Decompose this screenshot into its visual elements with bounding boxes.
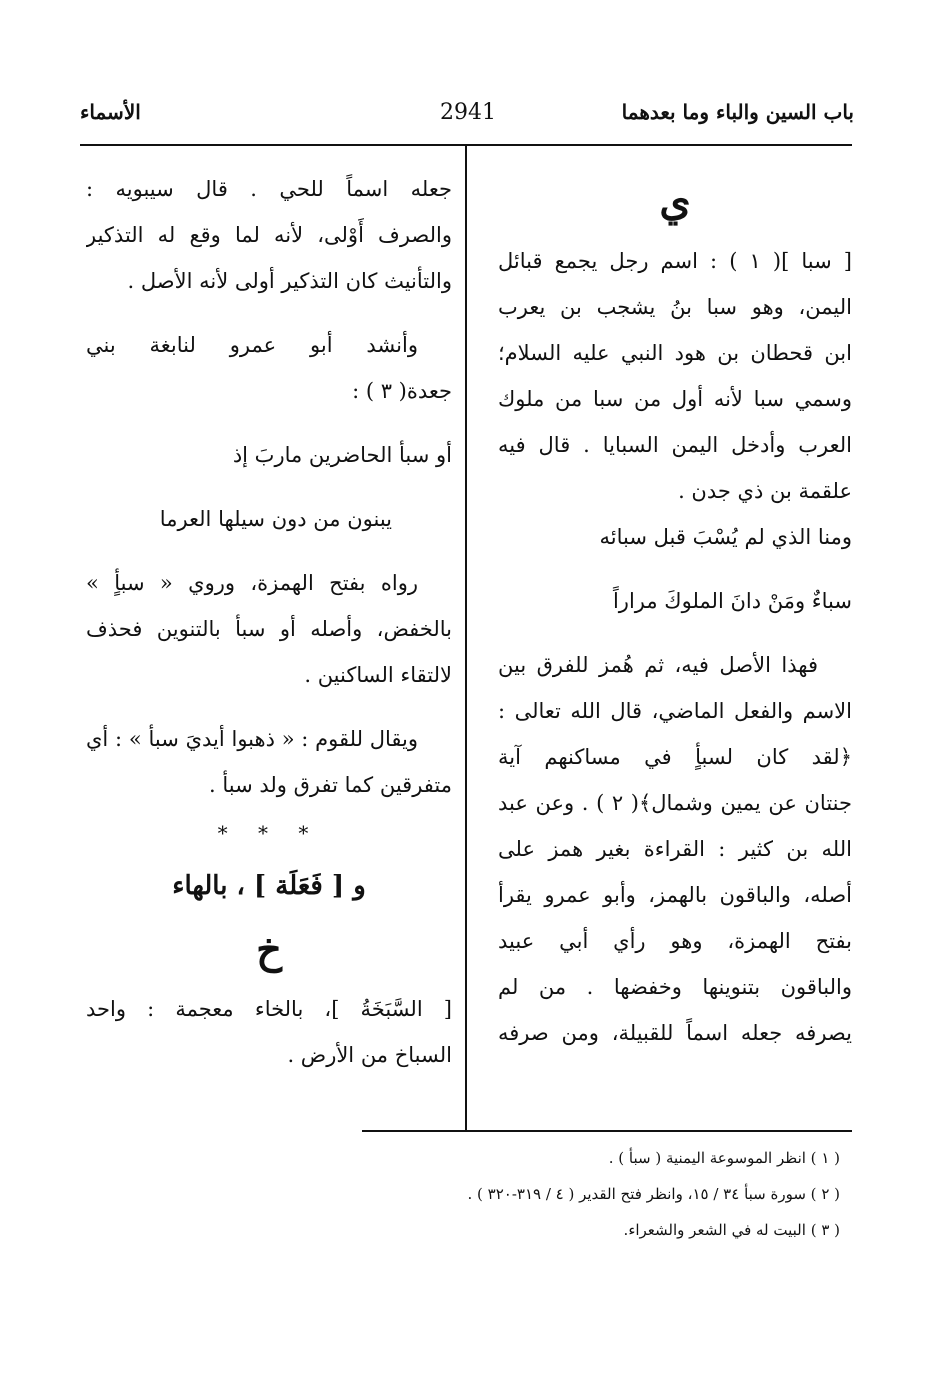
subheading: و [ فَعَلَة ] ، بالهاء [172, 871, 366, 901]
text-line: [ السَّبَخَةُ ]، بالخاء معجمة : واحد [86, 997, 452, 1021]
footnote: ( ١ ) انظر الموسوعة اليمنية ( سبأ ) . [608, 1149, 840, 1167]
page-number: 2941 [440, 100, 496, 125]
text-line: أصله، والباقون بالهمز، وأبو عمرو يقرأ [498, 883, 852, 907]
column-divider [465, 146, 467, 1130]
text-line: علقمة بن ذي جدن . [678, 479, 852, 503]
text-line: بفتح الهمزة، وهو رأي أبي عبيد [498, 929, 852, 953]
text-line: السباخ من الأرض . [287, 1043, 452, 1067]
text-line: ﴿لقد كان لسبأٍ في مساكنهم آية [498, 745, 852, 769]
text-line: وأنشد أبو عمرو لنابغة بني [86, 333, 418, 357]
text-line: جنتان عن يمين وشمال﴾( ٢ ) . وعن عبد [498, 791, 852, 815]
verse-line: أو سبأ الحاضرين ماربَ إذ [232, 443, 452, 467]
text-line: العرب وأدخل اليمن السبايا . قال فيه [498, 433, 852, 457]
verse-line: ومنا الذي لم يُسْبَ قبل سبائه [599, 525, 852, 549]
letter-heading: خ [256, 926, 282, 973]
text-line: الله بن كثير : القراءة بغير همز على [498, 837, 852, 861]
text-line: وسمي سبا لأنه أول من سبا من ملوك [498, 387, 852, 411]
text-line: رواه بفتح الهمزة، وروي « سبأٍ » [86, 571, 418, 595]
text-line: والصرف أَوْلى، لأنه لما وقع له التذكير [86, 223, 452, 247]
chapter-title: باب السين والباء وما بعدهما [621, 100, 854, 124]
text-line: جعدة( ٣ ) : [352, 379, 452, 403]
footnotes [100, 1140, 840, 1248]
text-line: متفرقين كما تفرق ولد سبأ . [209, 773, 452, 797]
text-line: [ سبا ]( ١ ) : اسم رجل يجمع قبائل [498, 249, 852, 273]
text-line: جعله اسماً للحي . قال سيبويه : [86, 177, 452, 201]
text-line: اليمن، وهو سبا بنُ يشجب بن يعرب [498, 295, 852, 319]
letter-heading: ي [659, 178, 691, 225]
left-column [86, 166, 452, 1078]
text-line: والباقون بتنوينها وخفضها . من لم [498, 975, 852, 999]
text-line: والتأنيث كان التذكير أولى لأنه الأصل . [127, 269, 452, 293]
section-title: الأسماء [80, 100, 141, 124]
text-line: فهذا الأصل فيه، ثم هُمز للفرق بين [498, 653, 818, 677]
text-line: يصرفه جعله اسماً للقبيلة، ومن صرفه [498, 1021, 852, 1045]
section-separator: * * * [217, 821, 321, 845]
text-line: الاسم والفعل الماضي، قال الله تعالى : [498, 699, 852, 723]
footnote-rule [362, 1130, 852, 1132]
text-line: لالتقاء الساكنين . [304, 663, 452, 687]
text-line: ويقال للقوم : « ذهبوا أيديَ سبأ » : أي [86, 727, 418, 751]
text-line: بالخفض، وأصله أو سبأ بالتنوين فحذف [86, 617, 452, 641]
footnote: ( ٢ ) سورة سبأ ٣٤ / ١٥، وانظر فتح القدير ( ٤ / ٣١٩-٣٢٠ ) . [467, 1185, 840, 1203]
verse-line: يبنون من دون سيلها العرما [159, 507, 392, 531]
right-column [498, 166, 852, 1056]
footnote: ( ٣ ) البيت له في الشعر والشعراء. [623, 1221, 840, 1239]
verse-line: سباءٌ ومَنْ دانَ الملوكَ مراراً [612, 589, 852, 613]
text-line: ابن قحطان بن هود النبي عليه السلام؛ [498, 341, 852, 365]
